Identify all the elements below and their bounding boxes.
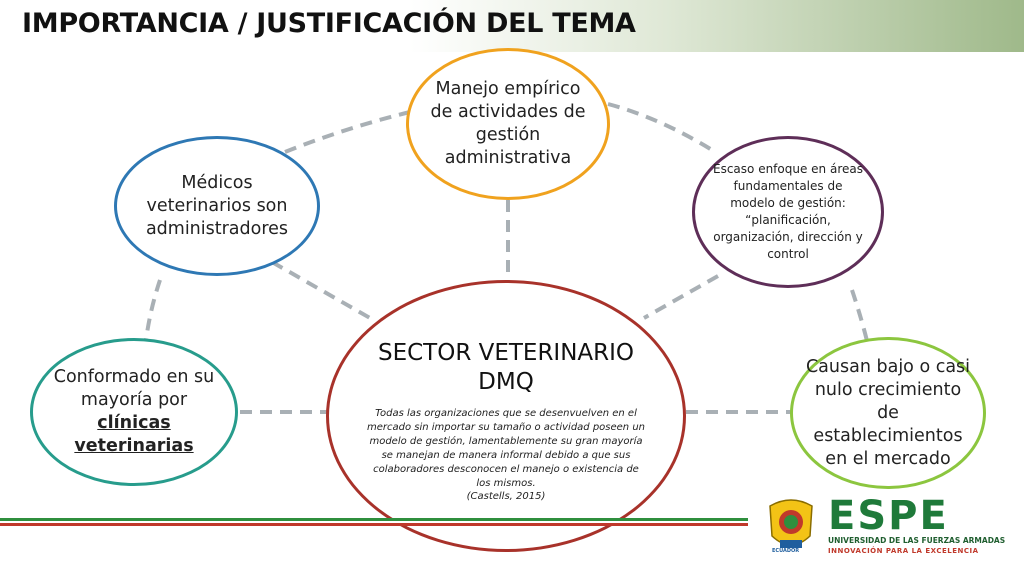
page-title: IMPORTANCIA / JUSTIFICACIÓN DEL TEMA [22,8,636,39]
node-conformado-text [47,366,221,458]
espe-subtitle: UNIVERSIDAD DE LAS FUERZAS ARMADAS [828,536,1006,545]
node-manejo-empirico-text: Manejo empírico de actividades de gestión administrativa [430,79,586,168]
arc-top-right [608,104,712,150]
crest-icon [762,496,820,556]
node-escaso-enfoque-text: Escaso enfoque en áreas fundamentales de modelo de gestión: “planificación, organización, dirección y control [713,162,863,261]
center-citation: (Castells, 2015) [466,490,546,502]
center-title: SECTOR VETERINARIO DMQ [377,339,635,395]
node-conformado-emphasis: clínicas veterinarias [74,413,194,456]
node-manejo-empirico [406,48,610,200]
arc-top-left [285,112,410,152]
crest-label: ECUADOR [772,548,800,554]
node-conformado [30,338,238,486]
node-causan-bajo [790,337,986,489]
center-body: Todas las organizaciones que se desenvuelven en el mercado sin importar su tamaño o actividad poseen un modelo de gestión, lamentablemente su gran mayoría se manejan de manera informal debido a que sus colaboradores desconocen el manejo o existencia de los mismos. [367,407,645,489]
espe-logo [758,494,1008,560]
footer-stripe-red [0,523,748,526]
espe-tagline: INNOVACIÓN PARA LA EXCELENCIA [828,547,979,555]
node-causan-bajo-text: Causan bajo o casi nulo crecimiento de establecimientos en el mercado [805,356,971,469]
node-medicos-veterinarios [114,136,320,276]
spoke-top-left [272,262,370,318]
node-medicos-veterinarios-text: Médicos veterinarios son administradores [145,172,289,239]
node-escaso-enfoque [692,136,884,288]
spoke-top-right [644,276,718,318]
espe-wordmark: ESPE [828,493,949,539]
arc-left [146,280,160,340]
node-sector-veterinario [326,280,686,552]
arc-right [852,290,868,345]
node-conformado-prefix: Conformado en su mayoría por [53,367,215,410]
